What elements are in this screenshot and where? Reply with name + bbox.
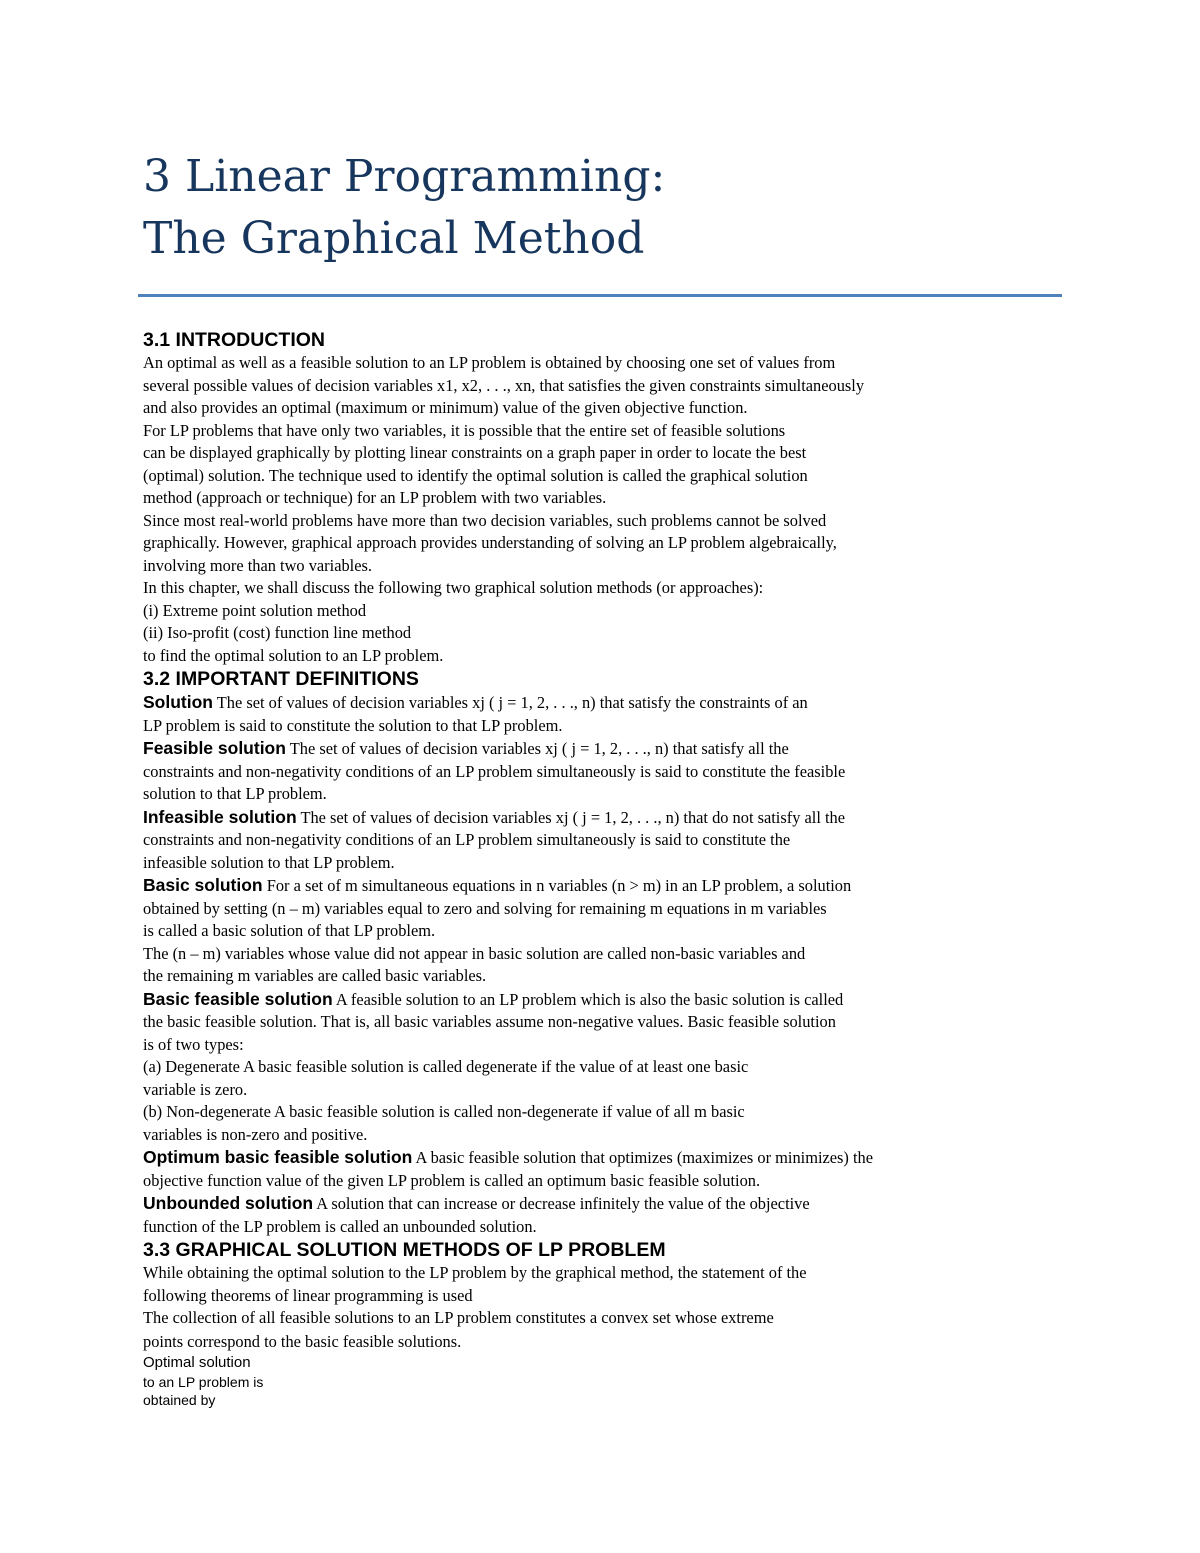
definition-line: (b) Non-degenerate A basic feasible solution is called non-degenerate if value of all m basic bbox=[143, 1102, 745, 1121]
definition-line bbox=[143, 988, 1013, 1012]
definition-term: Basic solution bbox=[143, 875, 263, 895]
definition-optimum-basic-feasible-solution bbox=[143, 1146, 1013, 1192]
intro-line: (optimal) solution. The technique used to identify the optimal solution is called the graphical solution bbox=[143, 465, 808, 485]
definition-unbounded-solution bbox=[143, 1192, 1013, 1238]
intro-line: (ii) Iso-profit (cost) function line method bbox=[143, 623, 412, 642]
graphical-line: following theorems of linear programming is used bbox=[143, 1285, 473, 1305]
intro-line: graphically. However, graphical approach provides understanding of solving an LP problem algebraically, bbox=[143, 533, 837, 552]
definition-line bbox=[143, 874, 1013, 898]
definition-line: (a) Degenerate A basic feasible solution is called degenerate if the value of at least one basic bbox=[143, 1057, 749, 1076]
intro-line: to find the optimal solution to an LP problem. bbox=[143, 645, 444, 665]
definition-line bbox=[143, 1192, 1013, 1216]
definition-line: LP problem is said to constitute the solution to that LP problem. bbox=[143, 715, 563, 735]
definition-term: Feasible solution bbox=[143, 738, 286, 758]
definition-line: constraints and non-negativity conditions of an LP problem simultaneously is said to constitute the feasible bbox=[143, 761, 846, 781]
definition-line: is called a basic solution of that LP problem. bbox=[143, 921, 436, 940]
intro-line: An optimal as well as a feasible solution to an LP problem is obtained by choosing one set of values from bbox=[143, 353, 836, 372]
definition-text: The set of values of decision variables xj ( j = 1, 2, . . ., n) that do not satisfy all the bbox=[296, 807, 845, 827]
definition-line: function of the LP problem is called an unbounded solution. bbox=[143, 1216, 537, 1236]
definition-basic-solution bbox=[143, 874, 1013, 988]
bullet-text: The collection of all feasible solutions to an LP problem constitutes a convex set whose extreme bbox=[143, 1308, 774, 1327]
definition-text: A basic feasible solution that optimizes (maximizes or minimizes) the bbox=[412, 1148, 874, 1167]
definition-term: Basic feasible solution bbox=[143, 988, 333, 1009]
side-note bbox=[143, 1353, 1013, 1409]
definition-term: Infeasible solution bbox=[143, 806, 297, 827]
intro-line: In this chapter, we shall discuss the following two graphical solution methods (or approaches): bbox=[143, 578, 764, 597]
graphical-line: While obtaining the optimal solution to the LP problem by the graphical method, the statement of the bbox=[143, 1263, 807, 1282]
chapter-title-line-1: 3 Linear Programming: bbox=[143, 151, 666, 202]
intro-line: Since most real-world problems have more than two decision variables, such problems cannot be solved bbox=[143, 510, 827, 530]
definition-text: A solution that can increase or decrease infinitely the value of the objective bbox=[313, 1194, 810, 1213]
definition-line bbox=[143, 737, 1013, 761]
chapter-title bbox=[143, 146, 665, 270]
intro-line: (i) Extreme point solution method bbox=[143, 600, 367, 620]
definition-text: For a set of m simultaneous equations in n variables (n > m) in an LP problem, a solution bbox=[262, 876, 852, 895]
bullet-item bbox=[143, 1307, 1013, 1331]
definition-line: objective function value of the given LP problem is called an optimum basic feasible solution. bbox=[143, 1170, 761, 1190]
definition-infeasible-solution bbox=[143, 806, 1013, 875]
intro-line: can be displayed graphically by plotting linear constraints on a graph paper in order to locate the best bbox=[143, 443, 807, 462]
definition-line: variables is non-zero and positive. bbox=[143, 1124, 368, 1144]
definition-feasible-solution bbox=[143, 737, 1013, 806]
definition-term: Solution bbox=[143, 692, 213, 712]
intro-line: several possible values of decision variables x1, x2, . . ., xn, that satisfies the given constraints simultaneously bbox=[143, 375, 865, 395]
intro-line: involving more than two variables. bbox=[143, 555, 372, 575]
introduction-paragraphs bbox=[143, 352, 1013, 667]
definition-line: the basic feasible solution. That is, all basic variables assume non-negative values. Basic feasible solution bbox=[143, 1012, 836, 1031]
section-heading-definitions: 3.2 IMPORTANT DEFINITIONS bbox=[143, 668, 419, 690]
definition-line: obtained by setting (n – m) variables equal to zero and solving for remaining m equations in m variables bbox=[143, 898, 827, 918]
intro-line: method (approach or technique) for an LP problem with two variables. bbox=[143, 488, 607, 507]
document-body bbox=[143, 328, 1013, 1409]
bullet-item-continuation: points correspond to the basic feasible solutions. bbox=[143, 1331, 462, 1351]
definition-solution bbox=[143, 691, 1013, 737]
definition-line: is of two types: bbox=[143, 1034, 244, 1054]
definition-line: infeasible solution to that LP problem. bbox=[143, 852, 395, 872]
chapter-title-line-2: The Graphical Method bbox=[143, 213, 645, 264]
side-note-line: obtained by bbox=[143, 1392, 216, 1408]
definition-line bbox=[143, 1146, 1013, 1170]
section-heading-graphical-methods: 3.3 GRAPHICAL SOLUTION METHODS OF LP PROBLEM bbox=[143, 1239, 666, 1261]
intro-line: and also provides an optimal (maximum or minimum) value of the given objective function. bbox=[143, 398, 748, 417]
definition-line: variable is zero. bbox=[143, 1079, 248, 1099]
definition-term: Optimum basic feasible solution bbox=[143, 1147, 413, 1167]
definition-text: The set of values of decision variables xj ( j = 1, 2, . . ., n) that satisfy all the bbox=[285, 739, 789, 758]
definition-text: The set of values of decision variables xj ( j = 1, 2, . . ., n) that satisfy the constraints of an bbox=[212, 693, 808, 712]
definition-line bbox=[143, 691, 1013, 715]
definition-line: the remaining m variables are called basic variables. bbox=[143, 966, 487, 985]
side-note-line: to an LP problem is bbox=[143, 1374, 264, 1390]
definition-line: solution to that LP problem. bbox=[143, 784, 327, 803]
definition-basic-feasible-solution bbox=[143, 988, 1013, 1147]
section-heading-introduction: 3.1 INTRODUCTION bbox=[143, 329, 326, 351]
definition-line: The (n – m) variables whose value did not appear in basic solution are called non-basic variables and bbox=[143, 943, 806, 963]
title-divider bbox=[138, 294, 1062, 297]
definition-line bbox=[143, 806, 1013, 830]
intro-line: For LP problems that have only two variables, it is possible that the entire set of feasible solutions bbox=[143, 420, 786, 440]
definition-line: constraints and non-negativity conditions of an LP problem simultaneously is said to constitute the bbox=[143, 830, 791, 849]
side-note-line: Optimal solution bbox=[143, 1354, 251, 1371]
definition-term: Unbounded solution bbox=[143, 1193, 314, 1213]
definition-text: A feasible solution to an LP problem which is also the basic solution is called bbox=[332, 989, 844, 1009]
